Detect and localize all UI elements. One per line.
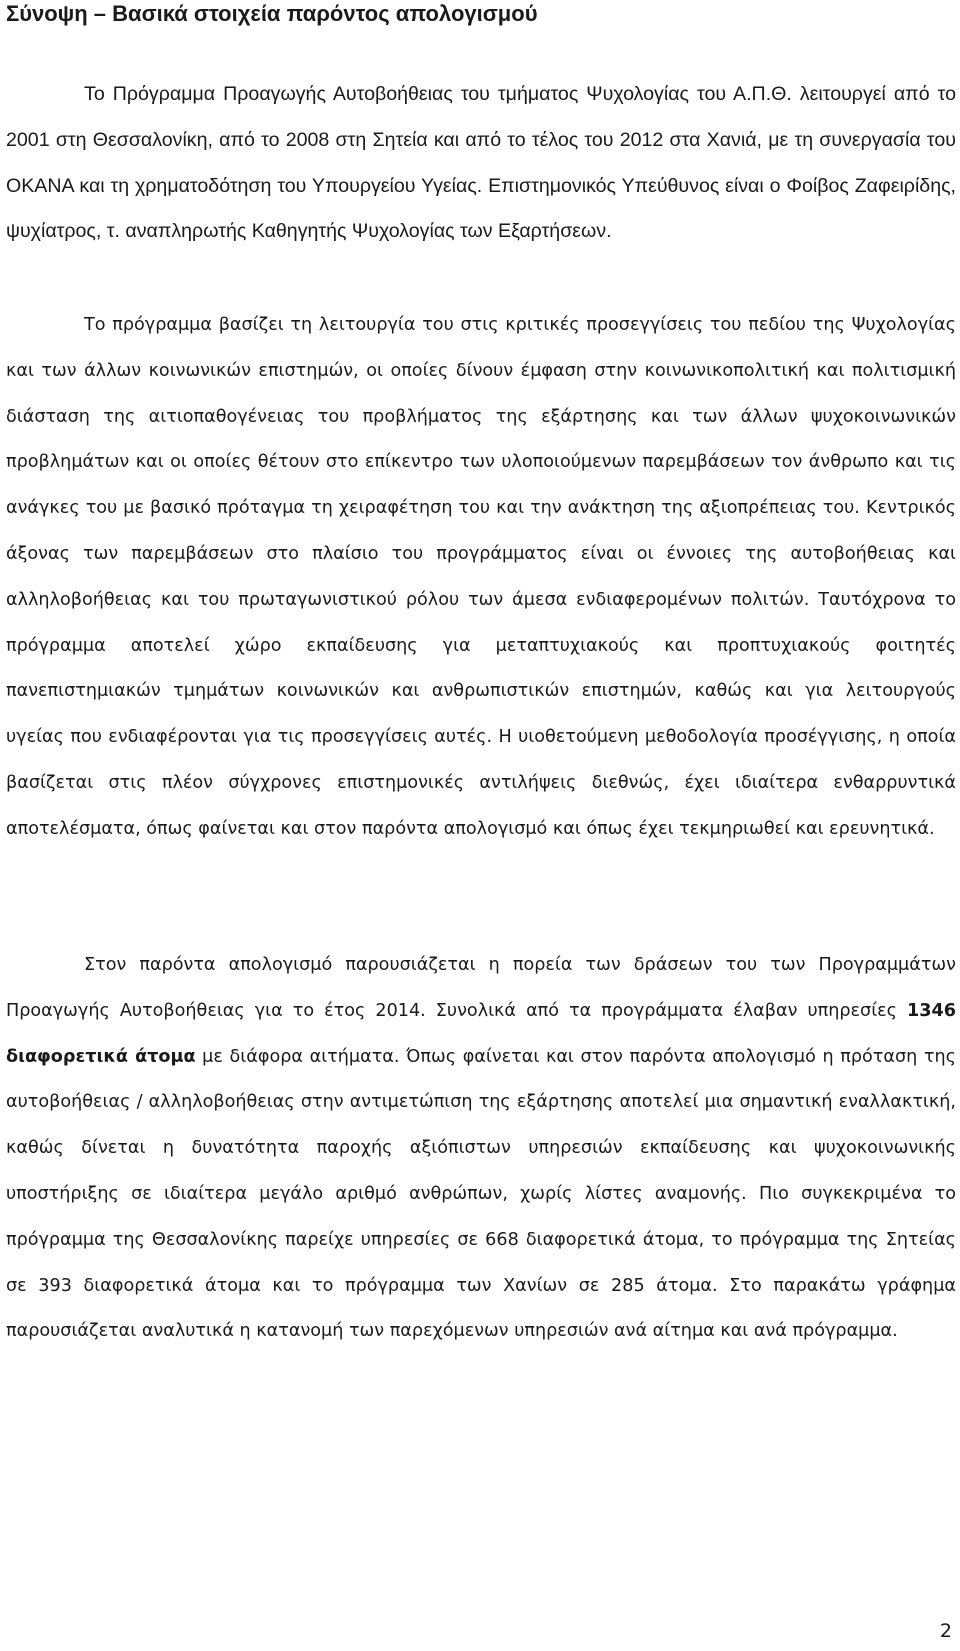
highlighted-total-people: 1346 διαφορετικά άτομα	[6, 1000, 956, 1067]
paragraph-program-intro: Το Πρόγραμμα Προαγωγής Αυτοβοήθειας του τμήματος Ψυχολογίας του Α.Π.Θ. λειτουργεί από το 2001 στη Θεσσαλονίκη, από το 2008 στη Σητεία και από το τέλος του 2012 στα Χανιά, με τη συνεργασία του ΟΚΑΝΑ και τη χρηματοδότηση του Υπουργείου Υγείας. Επιστημονικός Υπεύθυνος είναι ο Φοίβος Ζαφειρίδης, ψυχίατρος, τ. αναπληρωτής Καθηγητής Ψυχολογίας των Εξαρτήσεων.	[6, 83, 956, 243]
page-number: 2	[939, 1620, 952, 1642]
paragraph-program-approach: Το πρόγραμμα βασίζει τη λειτουργία του στις κριτικές προσεγγίσεις του πεδίου της Ψυχολογίας και των άλλων κοινωνικών επιστημών, οι οποίες δίνουν έμφαση στην κοινωνικοπολιτική και πολιτισμική διάσταση της αιτιοπαθογένειας του προβλήματος της εξάρτησης και των άλλων ψυχοκοινωνικών προβλημάτων και οι οποίες θέτουν στο επίκεντρο των υλοποιούμενων παρεμβάσεων τον άνθρωπο και τις ανάγκες του με βασικό πρόταγμα τη χειραφέτηση του και την ανάκτηση της αξιοπρέπειας του. Κεντρικός άξονας των παρεμβάσεων στο πλαίσιο του προγράμματος είναι οι έννοιες της αυτοβοήθειας και αλληλοβοήθειας και του πρωταγωνιστικού ρόλου των άμεσα ενδιαφερομένων πολιτών. Ταυτόχρονα το πρόγραμμα αποτελεί χώρο εκπαίδευσης για μεταπτυχιακούς και προπτυχιακούς φοιτητές πανεπιστημιακών τμημάτων κοινωνικών και ανθρωπιστικών επιστημών, καθώς και για λειτουργούς υγείας που ενδιαφέρονται για τις προσεγγίσεις αυτές. Η υιοθετούμενη μεθοδολογία προσέγγισης, η οποία βασίζεται στις πλέον σύγχρονες επιστημονικές αντιλήψεις διεθνώς, έχει ιδιαίτερα ενθαρρυντικά αποτελέσματα, όπως φαίνεται και στον παρόντα απολογισμό και όπως έχει τεκμηριωθεί και ερευνητικά.	[6, 315, 956, 839]
page-title: Σύνοψη – Βασικά στοιχεία παρόντος απολογισμού	[6, 1, 538, 26]
paragraph-annual-report	[6, 943, 956, 1355]
paragraph-text-start: Στον παρόντα απολογισμό παρουσιάζεται η πορεία των δράσεων του των Προγραμμάτων Προαγωγής Αυτοβοήθειας για το έτος 2014. Συνολικά από τα προγράμματα έλαβαν υπηρεσίες	[6, 955, 956, 1021]
paragraph-text-end: με διάφορα αιτήματα. Όπως φαίνεται και στον παρόντα απολογισμό η πρόταση της αυτοβοήθειας / αλληλοβοήθειας στην αντιμετώπιση της εξάρτησης αποτελεί μια σημαντική εναλλακτική, καθώς δίνεται η δυνατότητα παροχής αξιόπιστων υπηρεσιών εκπαίδευσης και ψυχοκοινωνικής υποστήριξης σε ιδιαίτερα μεγάλο αριθμό ανθρώπων, χωρίς λίστες αναμονής. Πιο συγκεκριμένα το πρόγραμμα της Θεσσαλονίκης παρείχε υπηρεσίες σε 668 διαφορετικά άτομα, το πρόγραμμα της Σητείας σε 393 διαφορετικά άτομα και το πρόγραμμα των Χανίων σε 285 άτομα. Στο παρακάτω γράφημα παρουσιάζεται αναλυτικά η κατανομή των παρεχόμενων υπηρεσιών ανά αίτημα και ανά πρόγραμμα.	[6, 1046, 957, 1342]
